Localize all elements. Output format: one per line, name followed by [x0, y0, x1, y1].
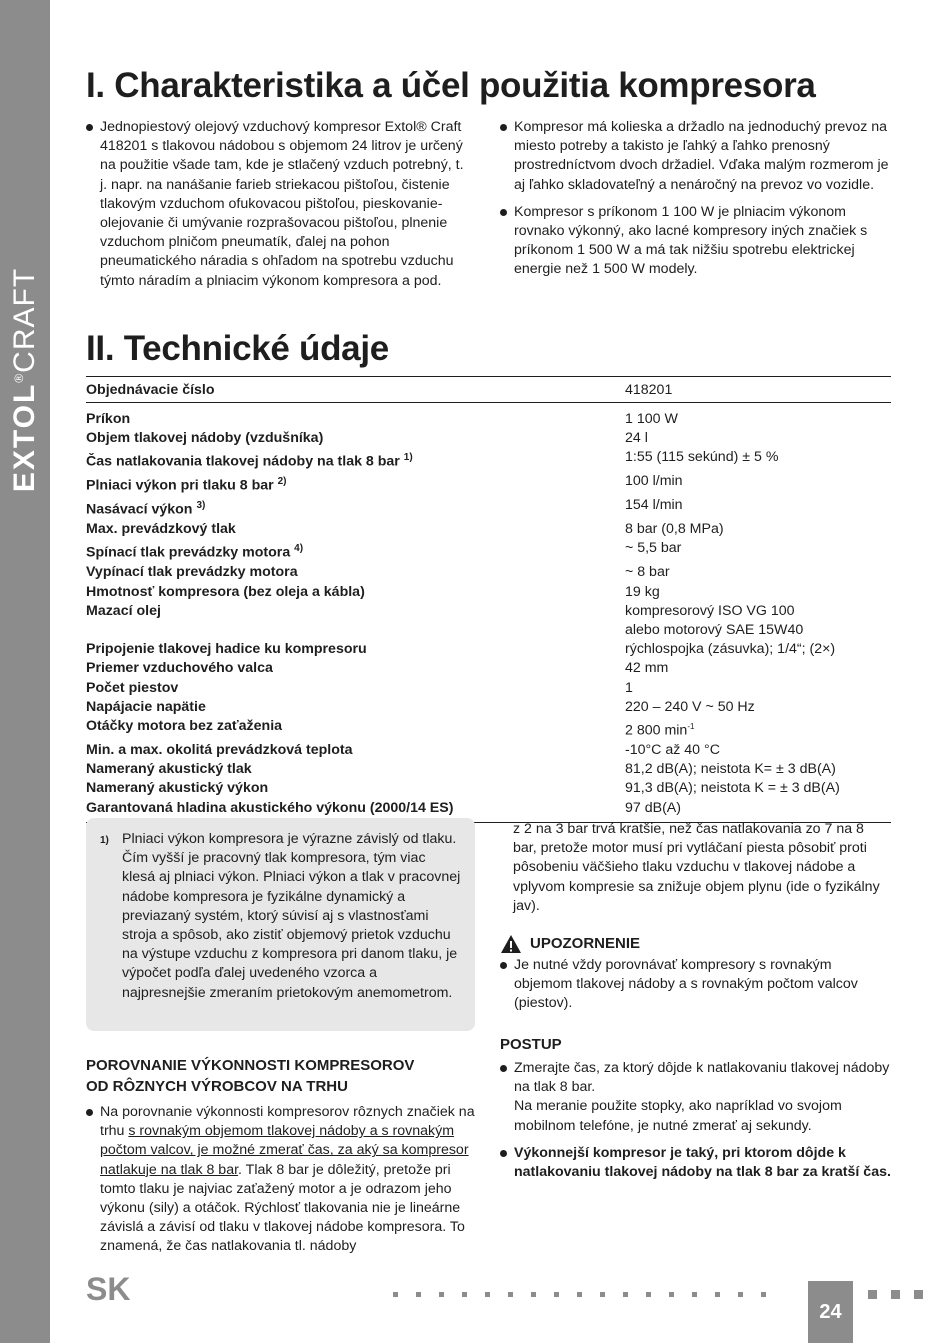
spec-header-value: 418201	[625, 381, 673, 398]
spec-row	[86, 659, 891, 678]
spec-row	[86, 472, 891, 496]
spec-row	[86, 741, 891, 760]
list-item: Jednopiestový olejový vzduchový kompresor Extol® Craft 418201 s tlakovou nádobou s objemom 24 litrov je určený na použitie všade tam, kde je stlačený vzduch potrebný, t. j. napr. na nanášanie farieb striekacou pištoľou, čistenie tlakovým vzduchom ofukovacou pištoľou, pieskovanie-olejovanie či umývanie rozprašovacou pištoľou, plnenie vzduchom plničom pneumatík, ďalej na pohon pneumatického náradia s ohľadom na spotrebu vzduchu týmto náradím a plniacim výkonom kompresora a pod.	[86, 118, 474, 291]
spec-row	[86, 410, 891, 429]
comparison-title-line2: OD RÔZNYCH VÝROBCOV NA TRHU	[86, 1078, 348, 1095]
spec-value-text: 100 l/min	[625, 473, 683, 490]
spec-key	[86, 429, 625, 448]
footnote-ref: 3)	[196, 500, 206, 512]
spec-key-text: Pripojenie tlakovej hadice ku kompresoru	[86, 641, 367, 658]
spec-value	[625, 698, 755, 717]
spec-value-text: ~ 8 bar	[625, 564, 670, 581]
spec-key	[86, 779, 625, 798]
spec-key	[86, 799, 625, 818]
spec-key-text: Objem tlakovej nádoby (vzdušníka)	[86, 430, 324, 447]
section1-right-column	[500, 118, 892, 288]
spec-row	[86, 779, 891, 798]
brand-logo	[8, 268, 42, 492]
spec-key-text: Počet piestov	[86, 679, 179, 696]
list-item: Výkonnejší kompresor je taký, pri ktorom dôjde k natlakovaniu tlakovej nádoby na tlak 8 bar za kratší čas.	[500, 1144, 892, 1182]
spec-value	[625, 472, 683, 496]
brand-name-bold: EXTOL	[8, 382, 41, 493]
spec-value	[625, 760, 836, 779]
spec-value-text: ~ 5,5 bar	[625, 540, 682, 557]
spec-row	[86, 539, 891, 563]
spec-value-text: 24 l	[625, 430, 648, 447]
spec-value-text: 1	[625, 679, 633, 696]
spec-row	[86, 717, 891, 741]
spec-key-text: Napájacie napätie	[86, 698, 206, 715]
section1-title: I. Charakteristika a účel použitia kompresora	[86, 66, 816, 105]
spec-row	[86, 520, 891, 539]
footer-dots	[393, 1292, 766, 1297]
spec-header-row	[86, 377, 891, 403]
warning-title: UPOZORNENIE	[530, 935, 641, 953]
warning-heading	[500, 934, 892, 954]
spec-value	[625, 799, 681, 818]
list-item	[86, 1103, 478, 1257]
spec-value	[625, 539, 681, 563]
spec-body	[86, 403, 891, 822]
spec-key	[86, 472, 625, 496]
spec-row	[86, 563, 891, 582]
spec-value	[625, 448, 778, 472]
spec-value-text: -10°C až 40 °C	[625, 741, 720, 758]
unit-exponent: -1	[687, 721, 695, 731]
page-number: 24	[808, 1281, 853, 1343]
warning-triangle-icon	[500, 934, 522, 954]
spec-value	[625, 779, 840, 798]
spec-value	[625, 496, 683, 520]
spec-value-text: 1:55 (115 sekúnd) ± 5 %	[625, 449, 779, 466]
sidebar-strip	[0, 0, 50, 1343]
spec-value-text: 42 mm	[625, 660, 669, 677]
footnote-ref: 1)	[403, 452, 413, 464]
spec-row	[86, 448, 891, 472]
spec-key-text: Garantovaná hladina akustického výkonu (2000/14 ES)	[86, 799, 454, 816]
spec-key-text: Min. a max. okolitá prevádzková teplota	[86, 741, 353, 758]
spec-row	[86, 496, 891, 520]
spec-value-text: 8 bar (0,8 MPa)	[625, 521, 724, 538]
spec-value	[625, 679, 633, 698]
spec-value-text: rýchlospojka (zásuvka); 1/4“; (2×)	[625, 641, 836, 658]
comparison-continuation	[513, 820, 891, 916]
spec-header-key: Objednávacie číslo	[86, 381, 215, 398]
section1-left-column	[86, 118, 474, 299]
spec-key-text: Vypínací tlak prevádzky motora	[86, 564, 298, 581]
comparison-text-after: . Tlak 8 bar je dôležitý, pretože pri tomto tlaku je najviac zaťažený motor a je odrazom jeho výkonu (sily) a otáčok. Rýchlosť tlakovania nie je lineárne závislá a závisí od tlaku v tlakovej nádobe kompresora. To znamená, že čas natlakovania tl. nádoby	[100, 1161, 465, 1255]
procedure-step-1b: Na meranie použite stopky, ako napríklad vo svojom mobilnom telefóne, je nutné zmerať aj sekundy.	[514, 1098, 842, 1134]
spec-key-text: Čas natlakovania tlakovej nádoby na tlak 8 bar	[86, 454, 400, 471]
spec-key	[86, 539, 625, 563]
spec-row	[86, 698, 891, 717]
footnote-mark: 1)	[100, 835, 109, 846]
spec-value-text: 97 dB(A)	[625, 799, 681, 816]
comparison-section	[86, 1055, 478, 1265]
spec-value	[625, 717, 694, 741]
footer-square	[891, 1290, 900, 1299]
spec-key	[86, 448, 625, 472]
list-item: Kompresor s príkonom 1 100 W je plniacim výkonom rovnako výkonný, ako lacné kompresory iných značiek s príkonom 1 500 W a má tak nižšiu spotrebu elektrickej energie než 1 500 W modely.	[500, 203, 892, 280]
spec-value	[625, 563, 670, 582]
spec-value	[625, 410, 678, 429]
spec-key	[86, 679, 625, 698]
spec-key-text: Príkon	[86, 411, 131, 427]
spec-key-text: Nasávací výkon	[86, 502, 193, 519]
spec-key	[86, 640, 625, 659]
spec-value	[625, 659, 668, 678]
spec-value	[625, 429, 648, 448]
spec-key-text: Nameraný akustický výkon	[86, 780, 269, 797]
spec-key	[86, 563, 625, 582]
spec-value	[625, 602, 803, 640]
spec-key	[86, 410, 625, 429]
procedure-step-1a: Zmerajte čas, za ktorý dôjde k natlakovaniu tlakovej nádoby na tlak 8 bar.	[514, 1060, 890, 1096]
spec-key-text: Spínací tlak prevádzky motora	[86, 545, 291, 562]
spec-value-text: 91,3 dB(A); neistota K = ± 3 dB(A)	[625, 780, 840, 797]
footnote-box	[86, 818, 475, 1031]
comparison-text-underlined: s rovnakým objemom tlakovej nádoby a s rovnakým počtom valcov, je možné zmerať čas, za aký sa kompresor natlakuje na tlak 8 bar	[100, 1123, 469, 1178]
spec-key	[86, 583, 625, 602]
list-item: Kompresor má kolieska a držadlo na jednoduchý prevoz na miesto potreby a takisto je ľahký a ľahko prenosný prostredníctvom dvoch držadiel. Vďaka malým rozmerom je aj ľahko skladovateľný a nenáročný na prevoz vo vozidle.	[500, 118, 892, 195]
footnote-ref: 2)	[277, 476, 287, 488]
procedure-section	[500, 1034, 892, 1190]
spec-key	[86, 602, 625, 640]
spec-key-text: Plniaci výkon pri tlaku 8 bar	[86, 478, 274, 495]
section2-title: II. Technické údaje	[86, 329, 389, 368]
spec-value	[625, 583, 660, 602]
comparison-continuation-text: z 2 na 3 bar trvá kratšie, než čas natlakovania zo 7 na 8 bar, pretože motor musí pri vytláčaní piesta pôsobiť proti pôsobeniu väčšieho tlaku vzduchu v tlakovej nádobe a vplyvom kompresie sa znižuje objem plynu (ide o fyzikálny jav).	[513, 821, 880, 914]
spec-value-text: 154 l/min	[625, 497, 683, 514]
spec-key	[86, 496, 625, 520]
list-item	[500, 1059, 892, 1136]
spec-key-text: Nameraný akustický tlak	[86, 761, 252, 778]
spec-key	[86, 520, 625, 539]
warning-section	[500, 934, 892, 1022]
spec-row	[86, 799, 891, 818]
spec-table	[86, 376, 891, 823]
footer-square	[914, 1290, 923, 1299]
spec-row	[86, 583, 891, 602]
spec-key-text: Otáčky motora bez zaťaženia	[86, 717, 283, 734]
spec-key-text: Priemer vzduchového valca	[86, 660, 273, 677]
spec-key	[86, 698, 625, 717]
comparison-title-line1: POROVNANIE VÝKONNOSTI KOMPRESOROV	[86, 1057, 415, 1074]
spec-key	[86, 659, 625, 678]
spec-value-text: 81,2 dB(A); neistota K= ± 3 dB(A)	[625, 761, 836, 778]
spec-row	[86, 602, 891, 640]
spec-value	[625, 520, 724, 539]
spec-value-text: 2 800 min	[625, 722, 688, 739]
comparison-text-before: Na porovnanie výkonnosti kompresorov rôznych značiek na trhu	[100, 1104, 475, 1140]
spec-key	[86, 717, 625, 741]
language-code: SK	[86, 1271, 131, 1307]
spec-value	[625, 741, 720, 760]
spec-key	[86, 741, 625, 760]
footnote-text: Plniaci výkon kompresora je výrazne závislý od tlaku. Čím vyšší je pracovný tlak kompresora, tým viac klesá aj plniaci výkon. Plniaci výkon a tlak v pracovnej nádobe kompresora je fyzikálne dynamický a previazaný systém, ktorý súvisí aj s vlastnosťami stroja a spôsob, ako zistiť objemový prietok vzduchu na výstupe vzduchu z kompresora pri danom tlaku, je výpočet podľa ďalej uvedeného vzorca a najpresnejšie zmeraním prietokovým anemometrom.	[122, 831, 461, 1001]
list-item: Je nutné vždy porovnávať kompresory s rovnakým objemom tlakovej nádoby a s rovnakým počtom valcov (piestov).	[500, 956, 892, 1014]
spec-key-text: Hmotnosť kompresora (bez oleja a kábla)	[86, 583, 365, 600]
spec-key-text: Mazací olej	[86, 602, 161, 619]
spec-value-text: kompresorový ISO VG 100 alebo motorový SAE 15W40	[625, 602, 804, 638]
spec-value-text: 1 100 W	[625, 411, 678, 427]
spec-row	[86, 679, 891, 698]
spec-value	[625, 640, 835, 659]
footnote-ref: 4)	[294, 543, 304, 555]
brand-name-light: CRAFT	[8, 267, 41, 373]
footer-square	[868, 1290, 877, 1299]
spec-key-text: Max. prevádzkový tlak	[86, 521, 236, 538]
spec-value-text: 19 kg	[625, 583, 660, 600]
brand-registered-mark: ®	[12, 372, 26, 383]
spec-key	[86, 760, 625, 779]
spec-value-text: 220 – 240 V ~ 50 Hz	[625, 698, 755, 715]
procedure-title: POSTUP	[500, 1036, 562, 1053]
spec-row	[86, 760, 891, 779]
spec-row	[86, 429, 891, 448]
spec-row	[86, 640, 891, 659]
